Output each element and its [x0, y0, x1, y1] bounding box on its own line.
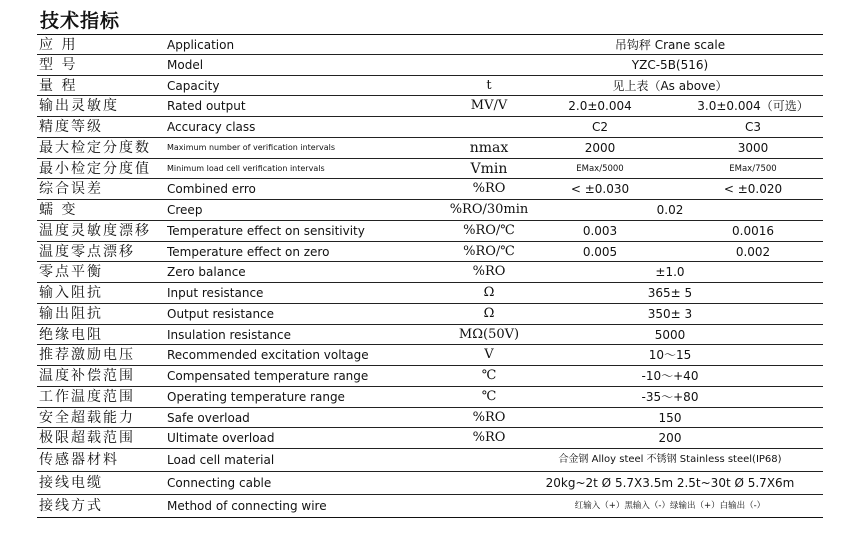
spec-table [37, 34, 823, 518]
row-unit: MV/V [470, 98, 508, 114]
row-value-2: 3.0±0.004（可选） [697, 99, 809, 114]
row-label-en: Method of connecting wire [167, 499, 327, 513]
table-row-compensated-temp [37, 366, 823, 387]
row-label-cn: 输出灵敏度 [39, 98, 119, 115]
row-value-1: 2000 [584, 140, 616, 155]
row-value-2: 0.002 [735, 244, 771, 259]
row-unit: %RO [472, 430, 506, 446]
row-value-1: < ±0.030 [570, 182, 630, 197]
table-row-insulation-resistance [37, 325, 823, 346]
row-value-1: EMax/5000 [576, 163, 624, 174]
row-label-en: Maximum number of verification intervals [167, 142, 336, 152]
row-label-cn: 量 程 [39, 77, 78, 94]
table-row-max-intervals [37, 138, 823, 159]
row-label-cn: 综合误差 [39, 181, 103, 198]
row-value: 20kg~2t Ø 5.7X3.5m 2.5t~30t Ø 5.7X6m [545, 476, 795, 490]
table-row-material [37, 449, 823, 472]
row-label-en: Connecting cable [167, 476, 272, 490]
row-label-en: Combined erro [167, 182, 256, 197]
row-label-cn: 工作温度范围 [39, 388, 135, 405]
row-label-en: Model [167, 57, 204, 72]
table-row-operating-temp [37, 387, 823, 408]
row-unit: MΩ(50V) [458, 326, 520, 342]
table-row-application [37, 34, 823, 55]
row-unit: ℃ [481, 388, 497, 404]
table-row-ultimate-overload [37, 428, 823, 449]
table-row-excitation-voltage [37, 345, 823, 366]
row-value-1: 0.005 [582, 244, 618, 259]
row-value: -35～+80 [641, 389, 699, 404]
row-label-en: Load cell material [167, 453, 275, 467]
table-row-temp-sensitivity [37, 221, 823, 242]
row-label-en: Recommended excitation voltage [167, 348, 369, 363]
row-unit: %RO/30min [449, 202, 529, 217]
table-row-zero-balance [37, 262, 823, 283]
table-row-connecting-cable [37, 472, 823, 495]
page-title: 技术指标 [40, 10, 121, 32]
row-value-1: 0.003 [582, 223, 618, 238]
row-label-en: Temperature effect on zero [167, 244, 330, 259]
row-value-2: 0.0016 [732, 223, 774, 238]
row-label-cn: 接线方式 [39, 498, 103, 514]
row-value: 150 [658, 410, 682, 425]
table-row-output-resistance [37, 304, 823, 325]
row-unit: %RO/℃ [463, 222, 515, 238]
row-label-en: Capacity [167, 78, 220, 93]
row-label-en: Minimum load cell verification intervals [167, 163, 325, 173]
row-unit: Vmin [470, 160, 508, 177]
row-label-en: Creep [167, 203, 203, 217]
row-label-en: Input resistance [167, 286, 264, 300]
row-value: 见上表（As above） [612, 78, 728, 93]
row-label-cn: 绝缘电阻 [39, 326, 103, 343]
row-label-cn: 极限超载范围 [39, 430, 135, 447]
row-unit: V [484, 347, 494, 363]
row-label-cn: 最大检定分度数 [39, 139, 151, 156]
row-label-en: Compensated temperature range [167, 369, 369, 383]
row-unit: t [486, 77, 492, 93]
row-value-2: C3 [744, 120, 761, 134]
table-row-creep [37, 200, 823, 221]
row-label-cn: 型 号 [39, 56, 78, 73]
row-unit: ℃ [481, 368, 497, 383]
table-row-input-resistance [37, 283, 823, 304]
row-label-cn: 接线电缆 [39, 475, 103, 491]
row-label-en: Rated output [167, 99, 246, 114]
row-label-en: Application [167, 38, 235, 52]
row-label-cn: 应 用 [39, 37, 78, 53]
row-unit: %RO [472, 181, 506, 197]
table-row-safe-overload [37, 408, 823, 429]
row-value: 合金钢 Alloy steel 不锈钢 Stainless steel(IP68) [558, 454, 782, 465]
row-value: YZC-5B(516) [631, 57, 709, 72]
row-label-cn: 安全超载能力 [39, 409, 135, 426]
row-value: 红输入（+）黑输入（-）绿输出（+）白输出（-） [574, 501, 766, 511]
row-value: 0.02 [656, 203, 684, 217]
table-row-rated-output [37, 96, 823, 117]
row-unit: Ω [483, 285, 495, 300]
row-label-en: Temperature effect on sensitivity [167, 223, 365, 238]
row-value: 350± 3 [647, 306, 693, 321]
row-label-en: Ultimate overload [167, 431, 275, 446]
row-value-2: 3000 [737, 140, 769, 155]
row-label-en: Insulation resistance [167, 327, 292, 342]
row-value: 200 [658, 431, 682, 446]
row-label-en: Output resistance [167, 306, 275, 321]
row-value-1: 2.0±0.004 [568, 99, 632, 114]
row-label-en: Accuracy class [167, 120, 256, 134]
row-label-en: Operating temperature range [167, 389, 345, 404]
row-label-en: Safe overload [167, 410, 250, 425]
row-value: 5000 [654, 327, 686, 342]
row-unit: %RO [472, 409, 506, 425]
row-value: 吊钩秤 Crane scale [614, 38, 726, 52]
row-label-cn: 蠕 变 [39, 202, 78, 218]
row-label-cn: 输出阻抗 [39, 305, 103, 322]
row-label-cn: 温度灵敏度漂移 [39, 222, 151, 239]
row-label-cn: 推荐激励电压 [39, 347, 135, 364]
row-label-cn: 精度等级 [39, 119, 103, 135]
row-label-cn: 零点平衡 [39, 264, 103, 281]
row-value: 10～15 [648, 348, 692, 363]
row-label-cn: 温度补偿范围 [39, 368, 135, 384]
row-value: ±1.0 [655, 265, 685, 280]
row-label-cn: 最小检定分度值 [39, 160, 151, 177]
table-row-combined-error [37, 179, 823, 200]
row-value-2: EMax/7500 [729, 163, 777, 174]
row-value-2: < ±0.020 [723, 182, 783, 197]
table-row-accuracy-class [37, 117, 823, 138]
row-label-cn: 温度零点漂移 [39, 243, 135, 260]
table-row-model [37, 55, 823, 76]
row-label-en: Zero balance [167, 265, 246, 280]
table-row-capacity [37, 76, 823, 97]
row-label-cn: 输入阻抗 [39, 285, 103, 301]
table-row-min-intervals [37, 159, 823, 180]
table-row-temp-zero [37, 242, 823, 263]
row-unit: %RO/℃ [463, 243, 515, 259]
table-row-connecting-method [37, 495, 823, 518]
row-value-1: C2 [591, 120, 608, 134]
row-unit: Ω [483, 305, 495, 321]
row-label-cn: 传感器材料 [39, 452, 119, 468]
row-unit: nmax [469, 139, 509, 156]
row-value: 365± 5 [647, 286, 693, 300]
row-unit: %RO [472, 264, 506, 280]
row-value: -10～+40 [641, 369, 699, 383]
